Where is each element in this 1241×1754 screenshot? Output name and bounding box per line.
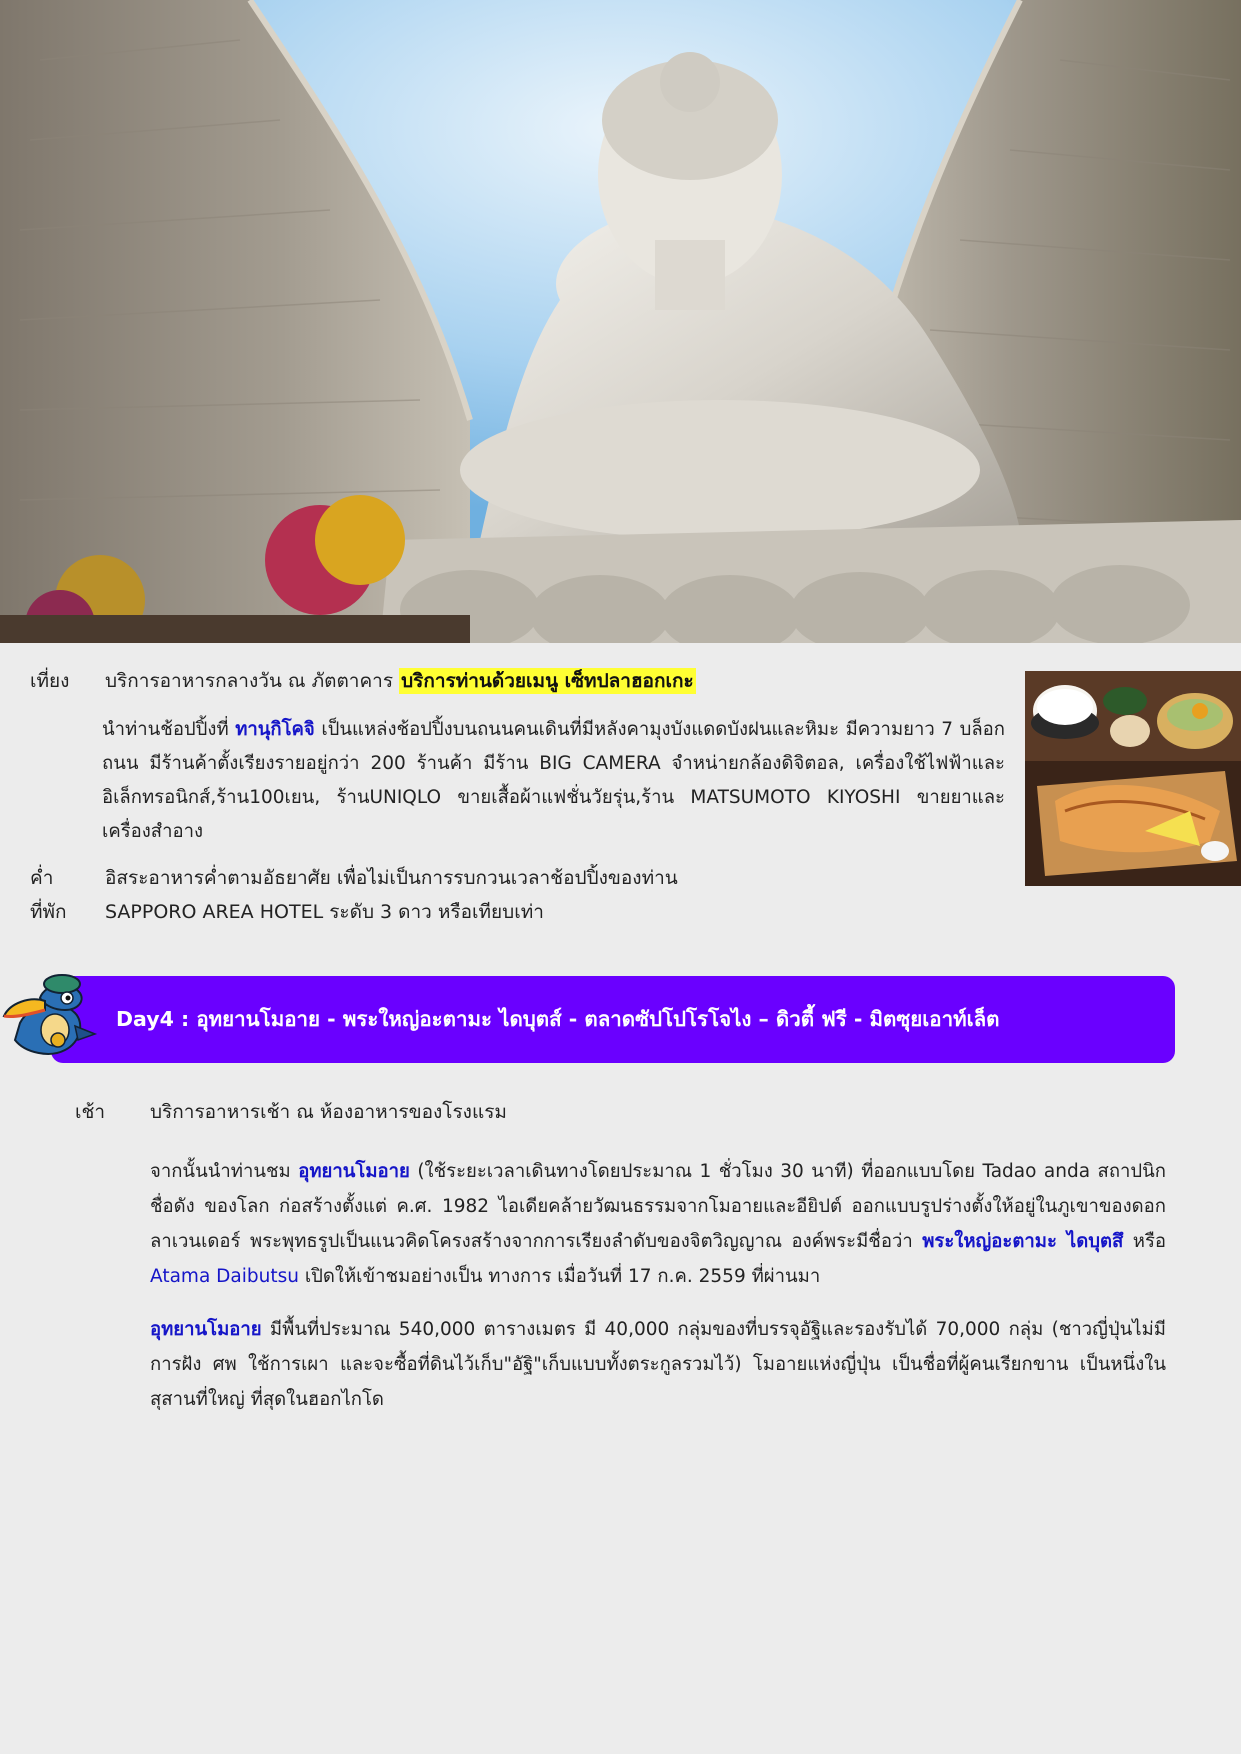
- hero-buddha-photo: [0, 0, 1241, 643]
- moai-intro: จากนั้นนำท่านชม: [150, 1161, 299, 1182]
- shopping-intro: นำท่านช้อปปิ้งที่: [102, 719, 236, 740]
- moai-area-description: มีพื้นที่ประมาณ 540,000 ตารางเมตร มี 40,000 กลุ่มของที่บรรจุอัฐิและรองรับได้ 70,000 กลุ่ม (ชาวญี่ปุ่นไม่มีการฝัง ศพ ใช้การเผา และจะซื้อที่ดินไว้เก็บ"อัฐิ"เก็บแบบทั้งตระกูลรวมไว้) โมอายแห่งญี่ปุ่น เป็นชื่อที่ผู้คนเรียกขาน เป็นหนึ่งในสุสานที่ใหญ่ ที่สุดในฮอกไกโด: [150, 1319, 1166, 1410]
- lunch-label: เที่ยง: [30, 670, 70, 692]
- grilled-fish-set-photo: [1025, 671, 1241, 886]
- atama-daibutsu-thai: พระใหญ่อะตามะ ไดบุตสึ: [922, 1231, 1124, 1252]
- or-word: หรือ: [1123, 1231, 1167, 1252]
- atama-daibutsu-english: Atama Daibutsu: [150, 1266, 299, 1287]
- hotel-label: ที่พัก: [30, 901, 67, 923]
- dinner-label: ค่ำ: [30, 867, 54, 889]
- toucan-mascot-icon: [0, 968, 100, 1068]
- moai-park-link-2: อุทยานโมอาย: [150, 1319, 262, 1340]
- hotel-text: SAPPORO AREA HOTEL ระดับ 3 ดาว หรือเทียบเท่า: [105, 901, 544, 923]
- moai-description: (ใช้ระยะเวลาเดินทางโดยประมาณ 1 ชั่วโมง 30 นาที) ที่ออกแบบโดย Tadao anda สถาปนิกชื่อดัง ของโลก ก่อสร้างตั้งแต่ ค.ศ. 1982 ไอเดียคล้ายวัฒนธรรมจากโมอายและอียิปต์ ออกแบบรูปร่างตั้งให้อยู่ในภูเขาของดอกลาเวนเดอร์ พระพุทธรูปเป็นแนวคิดโครงสร้างจากการเรียงลำดับของจิตวิญญาณ องค์พระมีชื่อว่า: [150, 1161, 1167, 1252]
- moai-paragraph-2: [150, 1312, 1166, 1417]
- fish-set-photo: [1025, 671, 1241, 886]
- lunch-menu-highlight: บริการท่านด้วยเมนู เซ็ทปลาฮอกเกะ: [401, 670, 694, 692]
- day4-banner: [51, 976, 1175, 1063]
- lunch-text: บริการอาหารกลางวัน ณ ภัตตาคาร: [105, 670, 400, 692]
- shopping-paragraph: [102, 713, 1005, 849]
- shopping-description: เป็นแหล่งช้อปปิ้งบนถนนคนเดินที่มีหลังคามุงบังแดดบังฝนและหิมะ มีความยาว 7 บล็อก ถนน มีร้านค้าตั้งเรียงรายอยู่กว่า 200 ร้านค้า มีร้าน BIG CAMERA จำหน่ายกล้องดิจิตอล, เครื่องใช้ไฟฟ้าและ อิเล็กทรอนิกส์,ร้าน100เยน, ร้านUNIQLO ขายเสื้อผ้าแฟชั่นวัยรุ่น,ร้าน MATSUMOTO KIYOSHI ขายยาและ เครื่องสำอาง: [102, 719, 1005, 842]
- breakfast-text: บริการอาหารเช้า ณ ห้องอาหารของโรงแรม: [150, 1101, 507, 1123]
- moai-opening: เปิดให้เข้าชมอย่างเป็น ทางการ เมื่อวันที่ 17 ก.ค. 2559 ที่ผ่านมา: [298, 1266, 821, 1287]
- breakfast-label: เช้า: [75, 1101, 106, 1123]
- tanukikoji-link: ทานุกิโคจิ: [235, 719, 315, 740]
- buddha-photo: [0, 0, 1241, 643]
- moai-park-link: อุทยานโมอาย: [298, 1161, 410, 1182]
- dinner-text: อิสระอาหารค่ำตามอัธยาศัย เพื่อไม่เป็นการรบกวนเวลาช้อปปิ้งของท่าน: [105, 867, 678, 889]
- day4-title: Day4 : อุทยานโมอาย - พระใหญ่อะตามะ ไดบุตส์ - ตลาดซัปโปโรโจไง – ดิวตี้ ฟรี - มิตซุยเอาท์เล็ต: [116, 1007, 1000, 1031]
- moai-paragraph-1: [150, 1154, 1166, 1294]
